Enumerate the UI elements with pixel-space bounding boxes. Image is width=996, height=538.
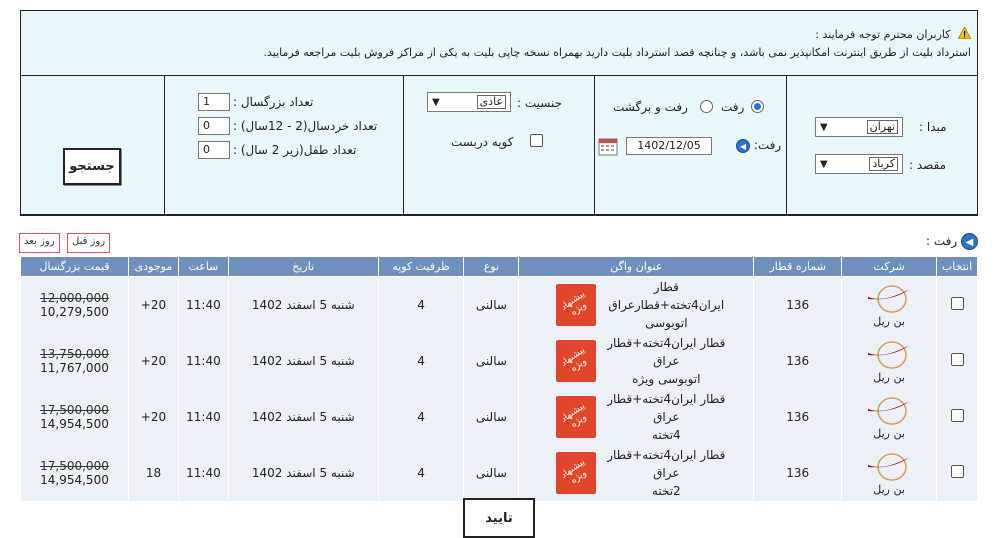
col-wagon: عنوان واگن: [519, 257, 754, 277]
wagon-cell: قطار ایران4تخته+قطارعراق اتوبوسی پیشنهاد ویژه: [520, 278, 752, 332]
special-offer-badge: پیشنهاد ویژه: [556, 452, 596, 494]
stock: +20: [128, 333, 178, 389]
table-row: [21, 333, 978, 389]
col-price: قیمت بزرگسال: [21, 257, 129, 277]
destination-label: مقصد :: [909, 158, 947, 172]
row-select-checkbox[interactable]: [951, 353, 964, 366]
col-date: تاریخ: [228, 257, 378, 277]
gender-label: جنسیت :: [517, 96, 563, 110]
round-trip-label: رفت و برگشت: [613, 100, 688, 114]
stock: 18: [128, 445, 178, 501]
special-offer-badge: پیشنهاد ویژه: [556, 340, 596, 382]
train-number: 136: [754, 445, 842, 501]
coupe-capacity: 4: [378, 389, 464, 445]
wagon-cell: قطار ایران4تخته+قطار عراق اتوبوسی ویژه پیشنهاد ویژه: [520, 334, 752, 388]
company-logo: بن ریل: [843, 395, 935, 440]
special-offer-badge: پیشنهاد ویژه: [556, 396, 596, 438]
train-number: 136: [754, 333, 842, 389]
wagon-type: سالنی: [464, 389, 519, 445]
origin-select[interactable]: [815, 117, 903, 137]
col-capacity: ظرفیت کوپه: [378, 257, 464, 277]
trip-time: 11:40: [178, 445, 228, 501]
direction-heading: [926, 233, 978, 250]
price-cell: 13,750,000 11,767,000: [21, 333, 129, 389]
wagon-type: سالنی: [464, 445, 519, 501]
wagon-cell: قطار ایران4تخته+قطار عراق 2تخته پیشنهاد ویژه: [520, 446, 752, 500]
destination-value: کرباد: [869, 157, 898, 171]
col-select: انتخاب: [937, 257, 978, 277]
train-number: 136: [754, 389, 842, 445]
divider: [164, 76, 165, 214]
row-select-checkbox[interactable]: [951, 465, 964, 478]
prev-day-button[interactable]: روز قبل: [67, 233, 110, 253]
col-train-no: شماره قطار: [754, 257, 842, 277]
price-cell: 12,000,000 10,279,500: [21, 277, 129, 334]
train-number: 136: [754, 277, 842, 334]
notice-title: کاربران محترم توجه فرمایند :: [815, 28, 951, 41]
destination-select[interactable]: [815, 154, 903, 174]
chevron-left-icon: ◀: [961, 233, 978, 250]
trip-date: شنبه 5 اسفند 1402: [228, 333, 378, 389]
gender-select[interactable]: [427, 92, 511, 112]
trip-date: شنبه 5 اسفند 1402: [228, 389, 378, 445]
row-select-checkbox[interactable]: [951, 409, 964, 422]
infants-input[interactable]: 0: [198, 141, 230, 159]
one-way-label: رفت: [721, 100, 745, 114]
search-button[interactable]: جستجو: [63, 148, 121, 185]
round-trip-radio[interactable]: [700, 100, 713, 113]
results-table: [20, 256, 978, 501]
col-stock: موجودی: [128, 257, 178, 277]
next-day-button[interactable]: روز بعد: [19, 233, 60, 253]
coupe-capacity: 4: [378, 277, 464, 334]
adults-label: تعداد بزرگسال :: [233, 95, 314, 109]
company-logo: بن ریل: [843, 339, 935, 384]
chevron-down-icon: ▼: [432, 97, 440, 108]
wagon-type: سالنی: [464, 277, 519, 334]
col-type: نوع: [464, 257, 519, 277]
rail-logo-icon: [864, 283, 914, 315]
children-label: تعداد خردسال(2 - 12سال) :: [233, 119, 378, 133]
wagon-type: سالنی: [464, 333, 519, 389]
col-company: شرکت: [842, 257, 937, 277]
children-input[interactable]: 0: [198, 117, 230, 135]
row-select-checkbox[interactable]: [951, 297, 964, 310]
divider: [594, 76, 595, 214]
adults-input[interactable]: 1: [198, 93, 230, 111]
rail-logo-icon: [864, 339, 914, 371]
origin-label: مبدا :: [919, 120, 947, 134]
divider: [786, 76, 787, 214]
price-cell: 17,500,000 14,954,500: [21, 445, 129, 501]
notice-message: استرداد بلیت از طریق اینترنت امکانپذیر نمی باشد، و چنانچه قصد استرداد بلیت دارید بهمراه نسخه چاپی بلیت به یکی از مراکز فروش بلیت مراجعه فرمایید.: [263, 45, 971, 59]
table-row: [21, 277, 978, 334]
wagon-cell: قطار ایران4تخته+قطار عراق 4تخته پیشنهاد ویژه: [520, 390, 752, 444]
table-header-row: [21, 257, 978, 277]
trip-time: 11:40: [178, 389, 228, 445]
trip-time: 11:40: [178, 277, 228, 334]
warning-icon: [958, 27, 971, 44]
depart-label: رفت: ◀: [736, 138, 781, 153]
company-logo: بن ریل: [843, 283, 935, 328]
divider: [403, 76, 404, 214]
calendar-icon[interactable]: [598, 136, 618, 159]
trip-date: شنبه 5 اسفند 1402: [228, 277, 378, 334]
notice-box: [20, 10, 978, 76]
special-offer-badge: پیشنهاد ویژه: [556, 284, 596, 326]
coupe-label: کوپه دربست: [451, 135, 514, 149]
trip-date: شنبه 5 اسفند 1402: [228, 445, 378, 501]
chevron-left-icon: ◀: [736, 139, 750, 153]
trip-time: 11:40: [178, 333, 228, 389]
coupe-checkbox[interactable]: [530, 134, 543, 147]
chevron-down-icon: ▼: [820, 159, 828, 170]
infants-label: تعداد طفل(زیر 2 سال) :: [233, 143, 357, 157]
table-row: [21, 445, 978, 501]
company-logo: بن ریل: [843, 451, 935, 496]
direction-label: رفت :: [926, 234, 958, 248]
depart-date-input[interactable]: 1402/12/05: [626, 137, 712, 155]
one-way-radio[interactable]: [751, 100, 764, 113]
coupe-capacity: 4: [378, 445, 464, 501]
coupe-capacity: 4: [378, 333, 464, 389]
price-cell: 17,500,000 14,954,500: [21, 389, 129, 445]
col-time: ساعت: [178, 257, 228, 277]
rail-logo-icon: [864, 395, 914, 427]
search-panel: [20, 75, 978, 216]
stock: +20: [128, 389, 178, 445]
rail-logo-icon: [864, 451, 914, 483]
confirm-button[interactable]: تایید: [463, 498, 535, 538]
table-row: [21, 389, 978, 445]
stock: +20: [128, 277, 178, 334]
origin-value: تهران: [867, 120, 898, 134]
chevron-down-icon: ▼: [820, 122, 828, 133]
gender-value: عادی: [477, 95, 506, 109]
